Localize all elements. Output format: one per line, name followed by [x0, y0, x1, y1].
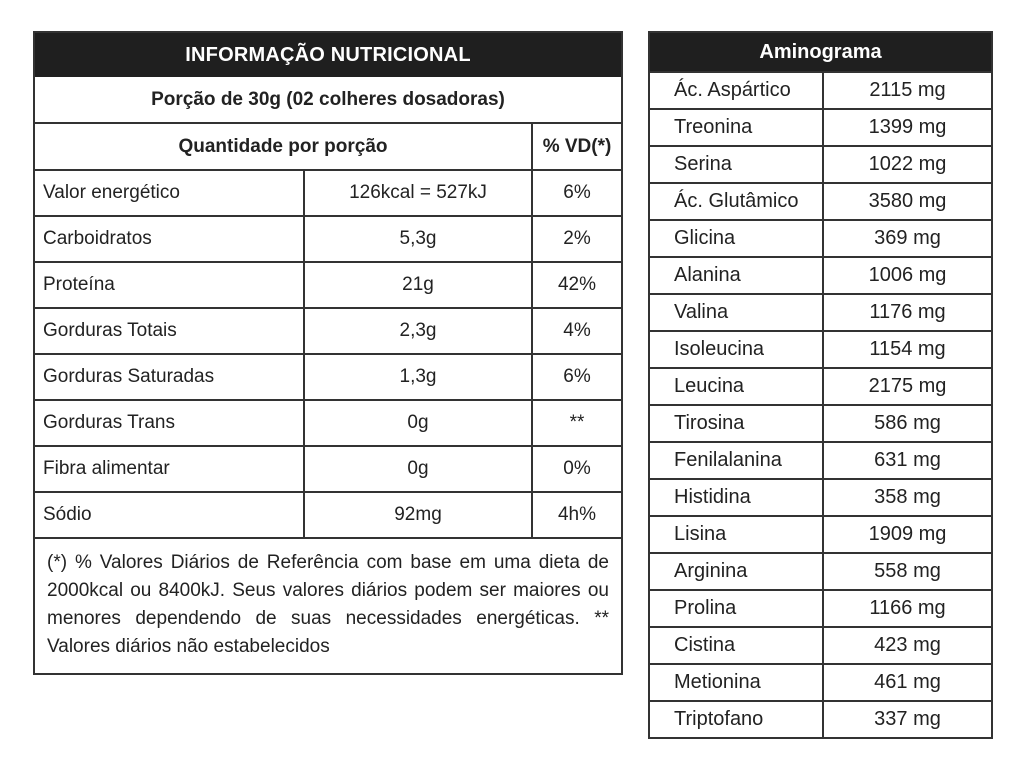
aminogram-row — [650, 552, 991, 589]
aminogram-row — [650, 145, 991, 182]
nutrient-vd: 6% — [563, 366, 591, 387]
nutrient-amount: 21g — [305, 263, 533, 307]
nutrient-vd: 6% — [563, 182, 591, 203]
vd-header: % VD(*) — [542, 135, 612, 157]
amino-acid-value: 358 mg — [874, 486, 941, 508]
nutrient-amount: 0g — [305, 401, 533, 445]
nutrition-row — [35, 401, 621, 447]
aminogram-table — [648, 31, 993, 739]
amino-acid-value: 1176 mg — [869, 301, 946, 323]
nutrient-name: Valor energético — [35, 171, 305, 215]
aminogram-row — [650, 404, 991, 441]
aminogram-row — [650, 441, 991, 478]
aminogram-title: Aminograma — [650, 33, 991, 71]
amino-acid-value: 631 mg — [874, 449, 941, 471]
aminogram-rows — [650, 71, 991, 737]
amino-acid-value: 1399 mg — [868, 116, 947, 138]
nutrient-vd: 42% — [557, 274, 597, 295]
amino-acid-name: Triptofano — [650, 702, 824, 737]
aminogram-row — [650, 663, 991, 700]
nutrition-row — [35, 493, 621, 539]
amino-acid-value: 1909 mg — [868, 523, 947, 545]
nutrient-name: Proteína — [35, 263, 305, 307]
amino-acid-value: 423 mg — [874, 634, 941, 656]
aminogram-row — [650, 515, 991, 552]
nutrition-row — [35, 263, 621, 309]
amino-acid-value: 2115 mg — [869, 79, 946, 101]
aminogram-row — [650, 182, 991, 219]
amino-acid-name: Cistina — [650, 628, 824, 663]
amino-acid-value: 461 mg — [874, 671, 941, 693]
nutrient-vd: 2% — [563, 228, 591, 249]
nutrient-vd: ** — [569, 412, 585, 433]
amino-acid-value: 586 mg — [874, 412, 941, 434]
nutrient-vd: 0% — [563, 458, 591, 479]
aminogram-row — [650, 71, 991, 108]
amino-acid-value: 1006 mg — [868, 264, 947, 286]
amino-acid-name: Valina — [650, 295, 824, 330]
quantity-header: Quantidade por porção — [35, 124, 533, 169]
nutrient-vd: 4h% — [557, 504, 597, 525]
amino-acid-name: Arginina — [650, 554, 824, 589]
nutrient-name: Carboidratos — [35, 217, 305, 261]
nutrient-amount: 126kcal = 527kJ — [305, 171, 533, 215]
amino-acid-value: 1022 mg — [868, 153, 947, 175]
amino-acid-name: Fenilalanina — [650, 443, 824, 478]
amino-acid-name: Tirosina — [650, 406, 824, 441]
amino-acid-value: 1154 mg — [869, 338, 946, 360]
amino-acid-name: Glicina — [650, 221, 824, 256]
nutrient-vd: 4% — [563, 320, 591, 341]
nutrition-facts-table — [33, 31, 623, 675]
aminogram-row — [650, 700, 991, 737]
amino-acid-name: Alanina — [650, 258, 824, 293]
amino-acid-value: 1166 mg — [869, 597, 946, 619]
amino-acid-name: Ác. Aspártico — [650, 73, 824, 108]
nutrient-amount: 5,3g — [305, 217, 533, 261]
amino-acid-value: 3580 mg — [868, 190, 947, 212]
nutrition-row — [35, 217, 621, 263]
nutrient-name: Gorduras Saturadas — [35, 355, 305, 399]
amino-acid-name: Isoleucina — [650, 332, 824, 367]
footnote: (*) % Valores Diários de Referência com base em uma dieta de 2000kcal ou 8400kJ. Seus valores diários podem ser maiores ou menores dependendo de suas necessidades energéticas. ** Valores diários não estabelecidos — [47, 552, 609, 657]
amino-acid-value: 337 mg — [874, 708, 941, 730]
nutrient-name: Gorduras Totais — [35, 309, 305, 353]
amino-acid-value: 2175 mg — [868, 375, 947, 397]
portion-size: Porção de 30g (02 colheres dosadoras) — [35, 77, 621, 124]
nutrient-amount: 2,3g — [305, 309, 533, 353]
aminogram-row — [650, 478, 991, 515]
aminogram-row — [650, 108, 991, 145]
aminogram-row — [650, 589, 991, 626]
nutrition-row — [35, 171, 621, 217]
amino-acid-name: Ác. Glutâmico — [650, 184, 824, 219]
nutrient-name: Gorduras Trans — [35, 401, 305, 445]
amino-acid-value: 558 mg — [874, 560, 941, 582]
nutrition-row — [35, 355, 621, 401]
nutrient-name: Sódio — [35, 493, 305, 537]
amino-acid-name: Treonina — [650, 110, 824, 145]
nutrient-amount: 0g — [305, 447, 533, 491]
nutrient-amount: 92mg — [305, 493, 533, 537]
amino-acid-value: 369 mg — [874, 227, 941, 249]
amino-acid-name: Metionina — [650, 665, 824, 700]
amino-acid-name: Lisina — [650, 517, 824, 552]
aminogram-row — [650, 626, 991, 663]
nutrition-title: INFORMAÇÃO NUTRICIONAL — [35, 33, 621, 77]
nutrition-row — [35, 447, 621, 493]
amino-acid-name: Prolina — [650, 591, 824, 626]
aminogram-row — [650, 219, 991, 256]
nutrition-row — [35, 309, 621, 355]
quantity-header-row — [35, 124, 621, 171]
nutrient-amount: 1,3g — [305, 355, 533, 399]
aminogram-row — [650, 367, 991, 404]
amino-acid-name: Leucina — [650, 369, 824, 404]
nutrient-name: Fibra alimentar — [35, 447, 305, 491]
amino-acid-name: Histidina — [650, 480, 824, 515]
amino-acid-name: Serina — [650, 147, 824, 182]
aminogram-row — [650, 330, 991, 367]
nutrition-rows — [35, 171, 621, 539]
aminogram-row — [650, 293, 991, 330]
aminogram-row — [650, 256, 991, 293]
